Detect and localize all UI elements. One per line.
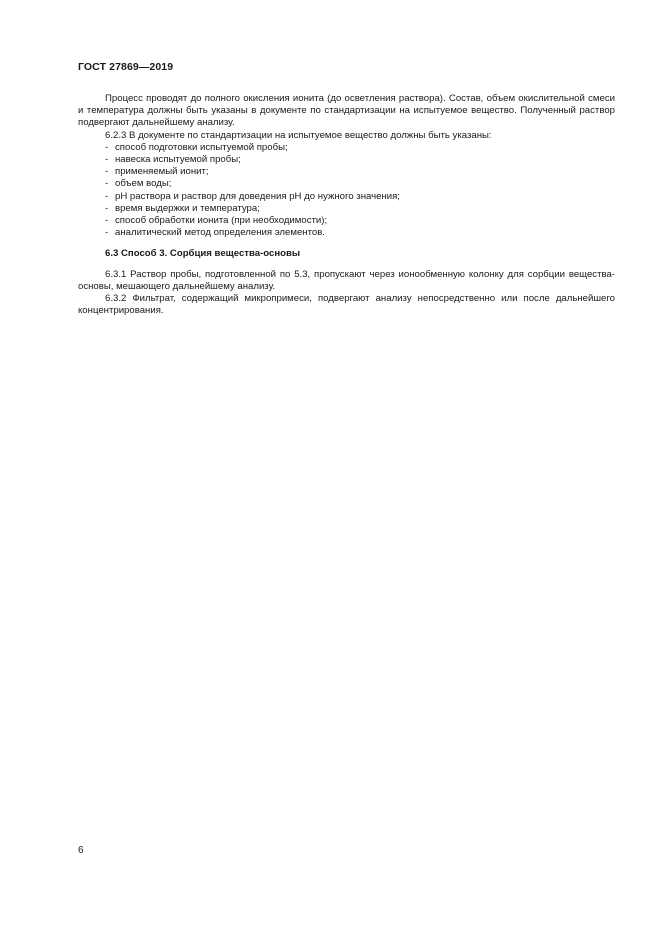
list-item [78, 191, 615, 203]
list-item [78, 166, 615, 178]
list-item-text: рН раствора и раствор для доведения рН до нужного значения; [115, 190, 400, 202]
list-dash: - [105, 154, 109, 166]
paragraph: 6.2.3 В документе по стандартизации на испытуемое вещество должны быть указаны: [105, 129, 492, 141]
list-item-text: способ обработки ионита (при необходимости); [115, 215, 328, 227]
list-item [78, 154, 615, 166]
list-item-text: объем воды; [115, 178, 172, 190]
document-header: ГОСТ 27869—2019 [78, 61, 174, 73]
list-dash: - [105, 141, 109, 153]
list-item-text: аналитический метод определения элементов. [115, 227, 325, 239]
list-dash: - [105, 215, 109, 227]
section-heading: 6.3 Способ 3. Сорбция вещества-основы [105, 248, 301, 260]
list-item-text: навеска испытуемой пробы; [115, 154, 241, 166]
paragraph: 6.3.2 Фильтрат, содержащий микропримеси, подвергают анализу непосредственно или после дальнейшего концентрирования. [78, 293, 615, 317]
paragraph: 6.3.1 Раствор пробы, подготовленной по 5.3, пропускают через ионообменную колонку для сорбции вещества-основы, мешающего дальнейшему анализу. [78, 268, 615, 292]
list-item [78, 142, 615, 154]
list-dash: - [105, 178, 109, 190]
list-item [78, 227, 615, 239]
list-item-text: применяемый ионит; [115, 166, 209, 178]
list-item [78, 215, 615, 227]
paragraph: Процесс проводят до полного окисления ионита (до осветления раствора). Состав, объем окислительной смеси и температура должны быть указаны в документе по стандартизации на испытуемое вещество. Полученный раствор подвергают дальнейшему анализу. [78, 93, 615, 129]
list-item [78, 203, 615, 215]
list-dash: - [105, 190, 109, 202]
page-content [78, 93, 615, 317]
list-item-text: способ подготовки испытуемой пробы; [115, 141, 288, 153]
list-dash: - [105, 227, 109, 239]
list-dash: - [105, 202, 109, 214]
page-number: 6 [78, 845, 84, 856]
requirements-list [78, 142, 615, 240]
list-dash: - [105, 166, 109, 178]
list-item-text: время выдержки и температура; [115, 202, 260, 214]
list-item [78, 178, 615, 190]
